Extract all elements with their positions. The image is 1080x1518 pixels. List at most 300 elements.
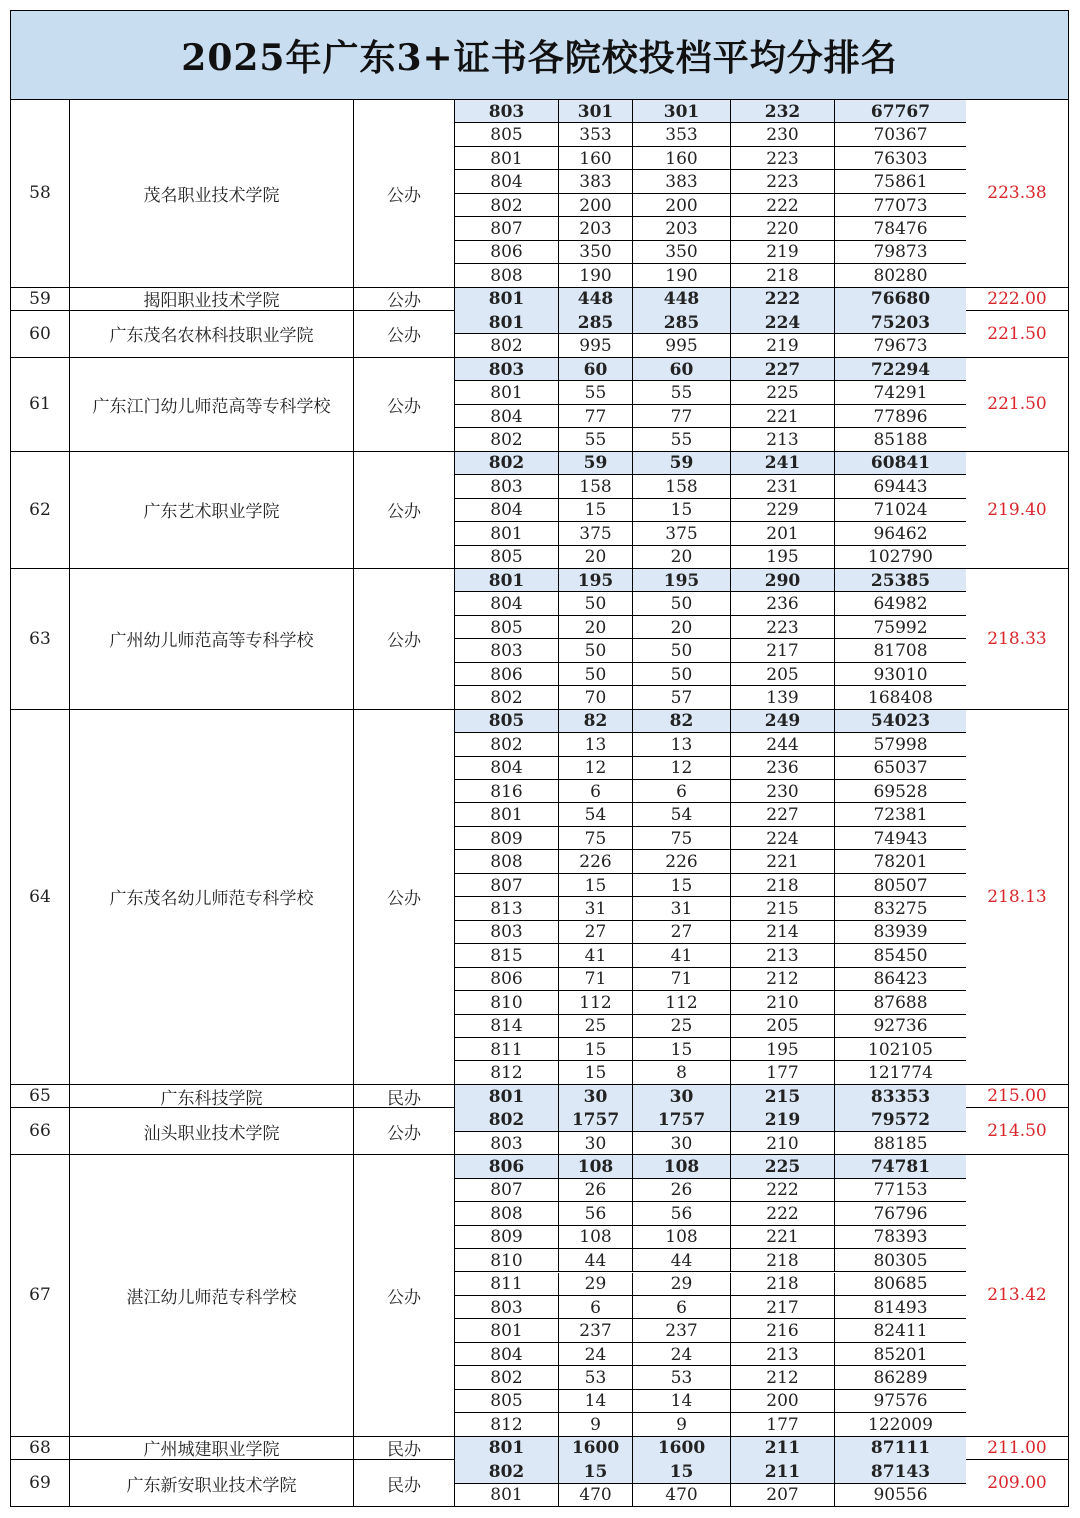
page-title: 2025年广东3+证书各院校投档平均分排名 [11,11,1068,100]
admit-cell: 353 [633,123,731,146]
table-row [455,592,966,615]
code-cell: 807 [455,217,559,240]
table-row [455,1319,966,1342]
plan-cell: 375 [559,522,633,545]
min-rank-cell: 79572 [870,1110,931,1131]
min-score-cell: 219 [731,1108,835,1131]
average-score-cell: 218.33 [987,628,1047,649]
min-rank-cell: 74943 [873,828,928,849]
min-score-cell: 216 [731,1319,835,1342]
min-score-cell: 218 [731,874,835,897]
table-row [455,1437,966,1460]
table-row [455,944,966,967]
plan-cell: 14 [559,1390,633,1413]
min-rank-cell: 97576 [873,1391,928,1412]
plan-cell: 448 [559,288,633,311]
min-rank-cell: 83939 [873,922,928,943]
school-name-cell: 湛江幼儿师范专科学校 [70,1155,354,1435]
school-name-cell: 广州幼儿师范高等专科学校 [70,569,354,709]
min-rank-cell: 102105 [868,1039,933,1060]
code-cell: 802 [455,452,559,475]
plan-cell: 20 [559,546,633,569]
admit-cell: 50 [633,663,731,686]
plan-cell: 53 [559,1366,633,1389]
admit-cell: 56 [633,1202,731,1225]
average-score-cell: 214.50 [987,1121,1047,1142]
min-score-cell: 221 [731,1226,835,1249]
admit-cell: 203 [633,217,731,240]
table-row [455,639,966,662]
code-cell: 805 [455,123,559,146]
table-row [455,850,966,873]
min-rank-cell: 79873 [873,242,928,263]
min-score-cell: 229 [731,499,835,522]
min-rank-cell: 87111 [870,1438,931,1459]
plan-cell: 285 [559,311,633,334]
min-rank-cell: 86423 [873,969,928,990]
code-cell: 806 [455,968,559,991]
table-row [455,100,966,123]
min-rank-cell: 69443 [873,476,928,497]
rank-cell: 59 [11,288,70,310]
school-group [11,569,1068,710]
min-score-cell: 236 [731,592,835,615]
plan-cell: 25 [559,1015,633,1038]
average-score-cell: 222.00 [987,288,1047,309]
table-row [455,780,966,803]
plan-cell: 82 [559,710,633,733]
min-score-cell: 224 [731,827,835,850]
code-cell: 805 [455,546,559,569]
min-score-cell: 211 [731,1460,835,1483]
plan-cell: 15 [559,1038,633,1061]
plan-cell: 55 [559,381,633,404]
min-rank-cell: 96462 [873,523,928,544]
code-cell: 810 [455,1249,559,1272]
min-rank-cell: 92736 [873,1016,928,1037]
min-rank-cell: 78201 [873,852,928,873]
table-row [455,1108,966,1131]
code-cell: 801 [455,1484,559,1507]
plan-cell: 301 [559,100,633,123]
admit-cell: 108 [633,1155,731,1178]
admit-cell: 75 [633,827,731,850]
table-row [455,991,966,1014]
min-rank-cell: 57998 [873,734,928,755]
admit-cell: 53 [633,1366,731,1389]
admit-cell: 301 [633,100,731,123]
table-row [455,686,966,709]
average-score-cell: 219.40 [987,499,1047,520]
code-cell: 807 [455,874,559,897]
school-group [11,452,1068,569]
plan-cell: 77 [559,405,633,428]
admit-cell: 6 [633,1296,731,1319]
code-cell: 802 [455,686,559,709]
admit-cell: 15 [633,499,731,522]
min-score-cell: 195 [731,546,835,569]
school-type-cell: 民办 [354,1085,455,1107]
code-cell: 802 [455,1108,559,1131]
table-row [455,968,966,991]
school-type-cell: 公办 [354,100,455,287]
min-rank-cell: 80305 [873,1250,928,1271]
code-cell: 804 [455,592,559,615]
plan-cell: 29 [559,1273,633,1296]
min-rank-cell: 82411 [873,1321,928,1342]
code-cell: 810 [455,991,559,1014]
table-row [455,569,966,592]
admit-cell: 27 [633,921,731,944]
school-name-cell: 广东茂名幼儿师范专科学校 [70,710,354,1084]
min-score-cell: 249 [731,710,835,733]
school-group [11,358,1068,452]
table-row [455,1015,966,1038]
table-row [455,803,966,826]
admit-cell: 15 [633,874,731,897]
school-group [11,1085,1068,1108]
plan-cell: 41 [559,944,633,967]
rank-cell: 58 [11,100,70,287]
table-row [455,1390,966,1413]
min-score-cell: 214 [731,921,835,944]
code-cell: 802 [455,194,559,217]
rank-cell: 67 [11,1155,70,1435]
min-score-cell: 213 [731,1343,835,1366]
min-score-cell: 225 [731,1155,835,1178]
table-row [455,288,966,311]
min-rank-cell: 69528 [873,781,928,802]
min-score-cell: 200 [731,1390,835,1413]
school-group [11,100,1068,288]
code-cell: 801 [455,311,559,334]
admit-cell: 195 [633,569,731,592]
table-row [455,710,966,733]
table-row [455,405,966,428]
plan-cell: 108 [559,1226,633,1249]
code-cell: 816 [455,780,559,803]
min-score-cell: 212 [731,1366,835,1389]
code-cell: 812 [455,1413,559,1436]
table-row [455,733,966,756]
school-name-cell: 广东新安职业技术学院 [70,1460,354,1506]
admit-cell: 237 [633,1319,731,1342]
plan-cell: 59 [559,452,633,475]
plan-cell: 1757 [559,1108,633,1131]
average-score-cell: 221.50 [987,394,1047,415]
school-type-cell: 公办 [354,358,455,451]
admit-cell: 14 [633,1390,731,1413]
plan-cell: 383 [559,170,633,193]
code-cell: 804 [455,757,559,780]
admit-cell: 59 [633,452,731,475]
plan-cell: 60 [559,358,633,381]
min-score-cell: 215 [731,1085,835,1108]
table-row [455,1085,966,1108]
plan-cell: 31 [559,897,633,920]
min-rank-cell: 64982 [873,594,928,615]
min-rank-cell: 60841 [870,453,931,474]
min-score-cell: 221 [731,405,835,428]
min-rank-cell: 78393 [873,1227,928,1248]
min-score-cell: 139 [731,686,835,709]
code-cell: 811 [455,1038,559,1061]
code-cell: 808 [455,264,559,287]
code-cell: 801 [455,522,559,545]
admit-cell: 20 [633,616,731,639]
min-score-cell: 222 [731,1179,835,1202]
admit-cell: 77 [633,405,731,428]
admit-cell: 200 [633,194,731,217]
min-score-cell: 177 [731,1413,835,1436]
min-score-cell: 205 [731,1015,835,1038]
min-rank-cell: 88185 [873,1133,928,1154]
min-rank-cell: 85201 [873,1344,928,1365]
code-cell: 805 [455,1390,559,1413]
min-rank-cell: 77153 [873,1180,928,1201]
code-cell: 802 [455,1366,559,1389]
table-row [455,311,966,334]
min-score-cell: 241 [731,452,835,475]
min-rank-cell: 75861 [873,172,928,193]
admit-cell: 15 [633,1460,731,1483]
rank-cell: 63 [11,569,70,709]
code-cell: 803 [455,1132,559,1155]
admit-cell: 55 [633,381,731,404]
table-row [455,499,966,522]
school-type-cell: 公办 [354,311,455,357]
min-rank-cell: 80507 [873,875,928,896]
code-cell: 803 [455,1296,559,1319]
table-row [455,264,966,287]
code-cell: 801 [455,1085,559,1108]
table-row [455,1155,966,1178]
code-cell: 802 [455,428,559,451]
plan-cell: 50 [559,639,633,662]
min-score-cell: 177 [731,1061,835,1084]
plan-cell: 15 [559,874,633,897]
admit-cell: 112 [633,991,731,1014]
average-score-cell: 218.13 [987,886,1047,907]
code-cell: 801 [455,381,559,404]
code-cell: 801 [455,1319,559,1342]
admit-cell: 30 [633,1132,731,1155]
plan-cell: 203 [559,217,633,240]
table-row [455,1132,966,1155]
table-row [455,241,966,264]
code-cell: 811 [455,1273,559,1296]
min-score-cell: 232 [731,100,835,123]
min-rank-cell: 121774 [868,1063,933,1084]
plan-cell: 15 [559,499,633,522]
table-row [455,170,966,193]
table-row [455,217,966,240]
table-row [455,522,966,545]
min-score-cell: 222 [731,288,835,311]
min-rank-cell: 70367 [873,125,928,146]
min-rank-cell: 75992 [873,617,928,638]
table-row [455,334,966,357]
plan-cell: 56 [559,1202,633,1225]
plan-cell: 75 [559,827,633,850]
school-name-cell: 广州城建职业学院 [70,1437,354,1459]
rank-cell: 69 [11,1460,70,1506]
admit-cell: 190 [633,264,731,287]
admit-cell: 470 [633,1484,731,1507]
admit-cell: 995 [633,334,731,357]
admit-cell: 26 [633,1179,731,1202]
min-score-cell: 220 [731,217,835,240]
code-cell: 808 [455,850,559,873]
min-score-cell: 244 [731,733,835,756]
min-score-cell: 230 [731,780,835,803]
admit-cell: 60 [633,358,731,381]
table-row [455,1249,966,1272]
min-rank-cell: 90556 [873,1485,928,1506]
rank-cell: 62 [11,452,70,568]
table-row [455,897,966,920]
school-group [11,710,1068,1085]
min-rank-cell: 74781 [870,1156,931,1177]
min-score-cell: 205 [731,663,835,686]
school-type-cell: 公办 [354,1155,455,1435]
code-cell: 806 [455,663,559,686]
min-rank-cell: 80685 [873,1274,928,1295]
plan-cell: 108 [559,1155,633,1178]
min-score-cell: 219 [731,334,835,357]
code-cell: 813 [455,897,559,920]
school-group [11,311,1068,358]
plan-cell: 112 [559,991,633,1014]
table-row [455,921,966,944]
table-row [455,1366,966,1389]
admit-cell: 25 [633,1015,731,1038]
min-score-cell: 227 [731,358,835,381]
min-rank-cell: 54023 [870,711,931,732]
admit-cell: 50 [633,639,731,662]
table-row [455,1226,966,1249]
plan-cell: 71 [559,968,633,991]
min-rank-cell: 85450 [873,945,928,966]
min-rank-cell: 25385 [870,570,931,591]
table-row [455,358,966,381]
table-row [455,194,966,217]
min-rank-cell: 76303 [873,148,928,169]
code-cell: 814 [455,1015,559,1038]
min-rank-cell: 81493 [873,1297,928,1318]
admit-cell: 383 [633,170,731,193]
min-rank-cell: 76680 [870,289,931,310]
code-cell: 801 [455,147,559,170]
min-rank-cell: 81708 [873,641,928,662]
plan-cell: 237 [559,1319,633,1342]
code-cell: 802 [455,1460,559,1483]
school-name-cell: 广东科技学院 [70,1085,354,1107]
min-score-cell: 290 [731,569,835,592]
code-cell: 801 [455,288,559,311]
min-score-cell: 236 [731,757,835,780]
min-score-cell: 231 [731,475,835,498]
school-name-cell: 广东茂名农林科技职业学院 [70,311,354,357]
plan-cell: 27 [559,921,633,944]
school-type-cell: 民办 [354,1460,455,1506]
plan-cell: 15 [559,1460,633,1483]
school-type-cell: 公办 [354,452,455,568]
plan-cell: 353 [559,123,633,146]
code-cell: 806 [455,241,559,264]
min-rank-cell: 77896 [873,406,928,427]
code-cell: 808 [455,1202,559,1225]
code-cell: 801 [455,569,559,592]
plan-cell: 54 [559,803,633,826]
min-score-cell: 223 [731,170,835,193]
plan-cell: 50 [559,592,633,615]
average-score-cell: 215.00 [987,1086,1047,1107]
plan-cell: 6 [559,1296,633,1319]
admit-cell: 15 [633,1038,731,1061]
school-group [11,1108,1068,1155]
admit-cell: 158 [633,475,731,498]
rank-cell: 61 [11,358,70,451]
min-rank-cell: 76796 [873,1203,928,1224]
admit-cell: 20 [633,546,731,569]
admit-cell: 6 [633,780,731,803]
admit-cell: 71 [633,968,731,991]
rank-cell: 66 [11,1108,70,1154]
code-cell: 815 [455,944,559,967]
plan-cell: 195 [559,569,633,592]
school-group [11,1437,1068,1460]
code-cell: 806 [455,1155,559,1178]
rank-cell: 68 [11,1437,70,1459]
code-cell: 803 [455,358,559,381]
school-group [11,288,1068,311]
rank-cell: 64 [11,710,70,1084]
school-group [11,1155,1068,1436]
plan-cell: 30 [559,1085,633,1108]
plan-cell: 1600 [559,1437,633,1460]
plan-cell: 158 [559,475,633,498]
min-rank-cell: 83353 [870,1086,931,1107]
admit-cell: 31 [633,897,731,920]
table-row [455,1273,966,1296]
school-type-cell: 公办 [354,288,455,310]
school-name-cell: 汕头职业技术学院 [70,1108,354,1154]
table-row [455,1343,966,1366]
code-cell: 803 [455,475,559,498]
admit-cell: 285 [633,311,731,334]
rank-cell: 65 [11,1085,70,1107]
code-cell: 803 [455,639,559,662]
admit-cell: 350 [633,241,731,264]
min-score-cell: 224 [731,311,835,334]
min-rank-cell: 65037 [873,758,928,779]
min-rank-cell: 74291 [873,383,928,404]
code-cell: 802 [455,733,559,756]
table-row [455,1179,966,1202]
table-row [455,874,966,897]
table-row [455,827,966,850]
min-score-cell: 218 [731,1273,835,1296]
min-rank-cell: 80280 [873,265,928,286]
min-rank-cell: 93010 [873,664,928,685]
min-rank-cell: 77073 [873,195,928,216]
code-cell: 809 [455,827,559,850]
code-cell: 804 [455,499,559,522]
code-cell: 805 [455,616,559,639]
min-score-cell: 218 [731,264,835,287]
plan-cell: 20 [559,616,633,639]
